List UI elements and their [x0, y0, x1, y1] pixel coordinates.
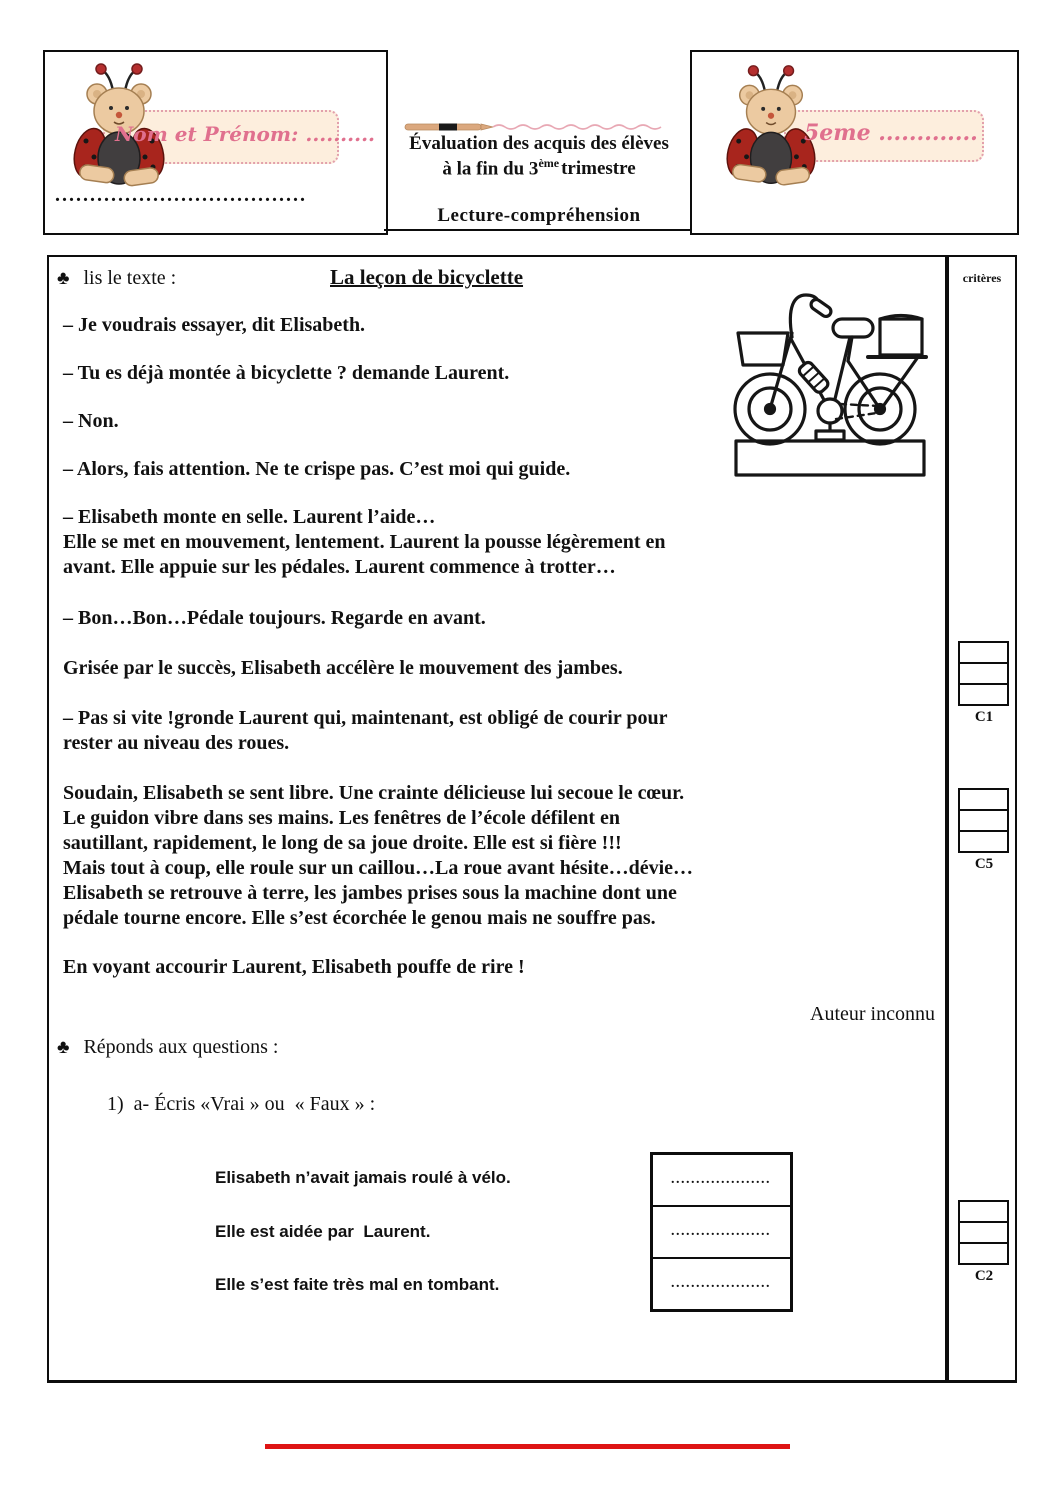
- criteria-cell: [960, 1242, 1007, 1263]
- criteria-stack-c1: [958, 641, 1009, 706]
- criteria-label-c1: C1: [974, 709, 994, 725]
- class-label-text[interactable]: 5eme .............: [804, 120, 978, 146]
- criteria-stack-c5: [958, 788, 1009, 853]
- eval-title-superscript: ème: [538, 156, 560, 170]
- criteria-cell: [960, 683, 1007, 704]
- eval-title-line2-text: à la fin du 3: [442, 158, 539, 180]
- name-label-text[interactable]: Nom et Prénom: ..........: [115, 122, 375, 146]
- story-paragraph: En voyant accourir Laurent, Elisabeth pouffe de rire !: [63, 956, 525, 978]
- author-credit: Auteur inconnu: [810, 1003, 935, 1025]
- criteria-cell: [960, 830, 1007, 851]
- criteria-cell: [960, 790, 1007, 809]
- story-paragraph: – Pas si vite !gronde Laurent qui, maintenant, est obligé de courir pour rester au niveau des roues.: [63, 707, 668, 754]
- story-paragraph: Grisée par le succès, Elisabeth accélère le mouvement des jambes.: [63, 657, 623, 679]
- class-card-box: [690, 50, 1019, 235]
- questions-instruction: Réponds aux questions :: [83, 1036, 279, 1058]
- bicycle-line-drawing: [730, 273, 930, 481]
- reading-instruction: lis le texte :: [83, 267, 177, 289]
- club-bullet-icon: ♣: [57, 1037, 70, 1058]
- story-paragraph: – Non.: [63, 410, 119, 432]
- eval-title-line2-end: trimestre: [561, 158, 636, 180]
- statement-1: Elisabeth n’avait jamais roulé à vélo.: [215, 1168, 511, 1187]
- club-bullet-icon: ♣: [57, 268, 70, 289]
- subject-title: Lecture-compréhension: [437, 205, 641, 226]
- story-paragraph: – Bon…Bon…Pédale toujours. Regarde en avant.: [63, 607, 486, 629]
- criteria-label-c5: C5: [974, 856, 994, 872]
- eval-title-line1: Évaluation des acquis des élèves: [409, 133, 669, 154]
- name-dotted-line[interactable]: ....................................: [55, 184, 307, 206]
- criteria-cell: [960, 1221, 1007, 1242]
- story-paragraph: – Tu es déjà montée à bicyclette ? demande Laurent.: [63, 362, 510, 384]
- criteria-stack-c2: [958, 1200, 1009, 1265]
- answer-table: [650, 1152, 793, 1312]
- statement-3: Elle s’est faite très mal en tombant.: [215, 1275, 500, 1294]
- story-paragraph: – Alors, fais attention. Ne te crispe pas. C’est moi qui guide.: [63, 458, 571, 480]
- question-1-label: 1) a- Écris «Vrai » ou « Faux » :: [107, 1093, 376, 1115]
- criteria-header: critères: [962, 271, 1002, 285]
- story-paragraph: Soudain, Elisabeth se sent libre. Une crainte délicieuse lui secoue le cœur. Le guidon vibre dans ses mains. Les fenêtres de l’école défilent en sautillant, rapidement, le long de sa joue droite. Elle est si fière !!! Mais tout à coup, elle roule sur un caillou…La roue avant hésite…dévie… Elisabeth se retrouve à terre, les jambes prises sous la machine dont une pédale tourne encore. Elle s’est écorchée le genou mais ne souffre pas.: [63, 782, 694, 929]
- questions-instruction-row: [57, 1036, 278, 1059]
- ladybug-teddy-bear-illustration: [726, 62, 816, 189]
- criteria-label-c2: C2: [974, 1268, 994, 1284]
- story-paragraph: – Elisabeth monte en selle. Laurent l’aide… Elle se met en mouvement, lentement. Laurent la pousse légèrement en avant. Elle appuie sur les pédales. Laurent commence à trotter…: [63, 506, 666, 578]
- story-paragraph: – Je voudrais essayer, dit Elisabeth.: [63, 314, 366, 336]
- answer-cell-1[interactable]: ....................: [653, 1155, 790, 1207]
- name-card-box: [43, 50, 388, 235]
- header-bottom-divider: [384, 229, 690, 231]
- statement-2: Elle est aidée par Laurent.: [215, 1222, 431, 1241]
- criteria-cell: [960, 809, 1007, 830]
- reading-title: La leçon de bicyclette: [330, 265, 524, 289]
- criteria-cell: [960, 662, 1007, 683]
- criteria-cell: [960, 1202, 1007, 1221]
- footer-red-divider: [265, 1444, 790, 1449]
- criteria-column: [947, 255, 1017, 1383]
- criteria-cell: [960, 643, 1007, 662]
- reading-box: [47, 255, 947, 1383]
- answer-cell-2[interactable]: ....................: [653, 1207, 790, 1259]
- reading-instruction-row: [57, 267, 176, 290]
- pencil-wavy-line-decoration-icon: [403, 120, 669, 134]
- eval-title-line2: [383, 156, 695, 180]
- answer-cell-3[interactable]: ....................: [671, 1276, 771, 1291]
